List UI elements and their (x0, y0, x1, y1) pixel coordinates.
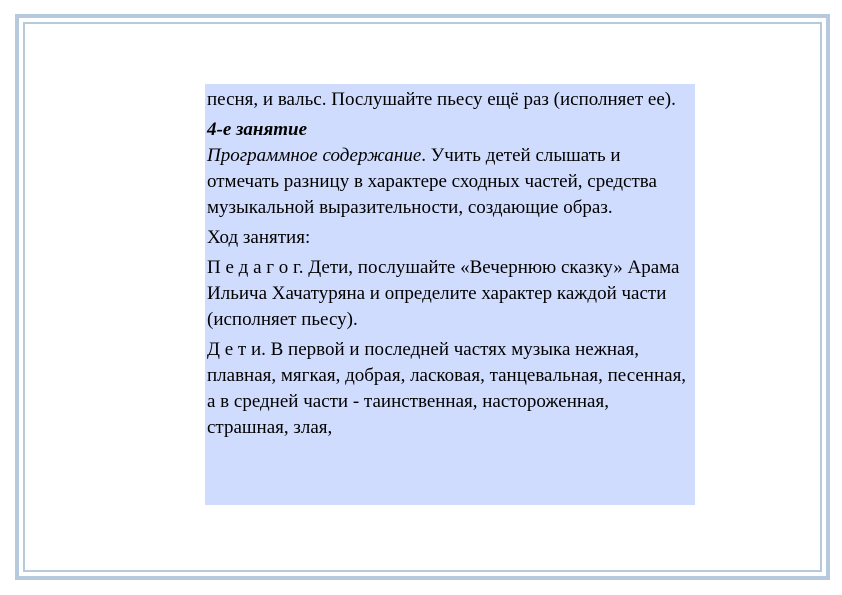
paragraph-program (207, 143, 693, 221)
paragraph-teacher (207, 255, 693, 333)
paragraph-course: Ход занятия: (207, 227, 311, 248)
teacher-text: Дети, послушайте «Вечернюю сказку» Арама Ильича Хачатуряна и определите характер каждой части (исполняет пьесу). (207, 257, 680, 330)
paragraph-children (207, 337, 693, 441)
children-speaker: Д е т и. (207, 339, 266, 360)
lesson-heading: 4-е занятие (207, 119, 308, 140)
children-text: В первой и последней частях музыка нежная, плавная, мягкая, добрая, ласковая, танцевальная, песенная, а в средней части - таинственная, настороженная, страшная, злая, (207, 339, 687, 438)
program-text: . Учить детей слышать и отмечать разницу в характере сходных частей, средства музыкальной выразительности, создающие образ. (207, 145, 657, 218)
text-block (205, 84, 695, 505)
paragraph-intro: песня, и вальс. Послушайте пьесу ещё раз (исполняет ее). (207, 89, 676, 110)
teacher-speaker: П е д а г о г. (207, 257, 304, 278)
program-label: Программное содержание (207, 145, 422, 166)
